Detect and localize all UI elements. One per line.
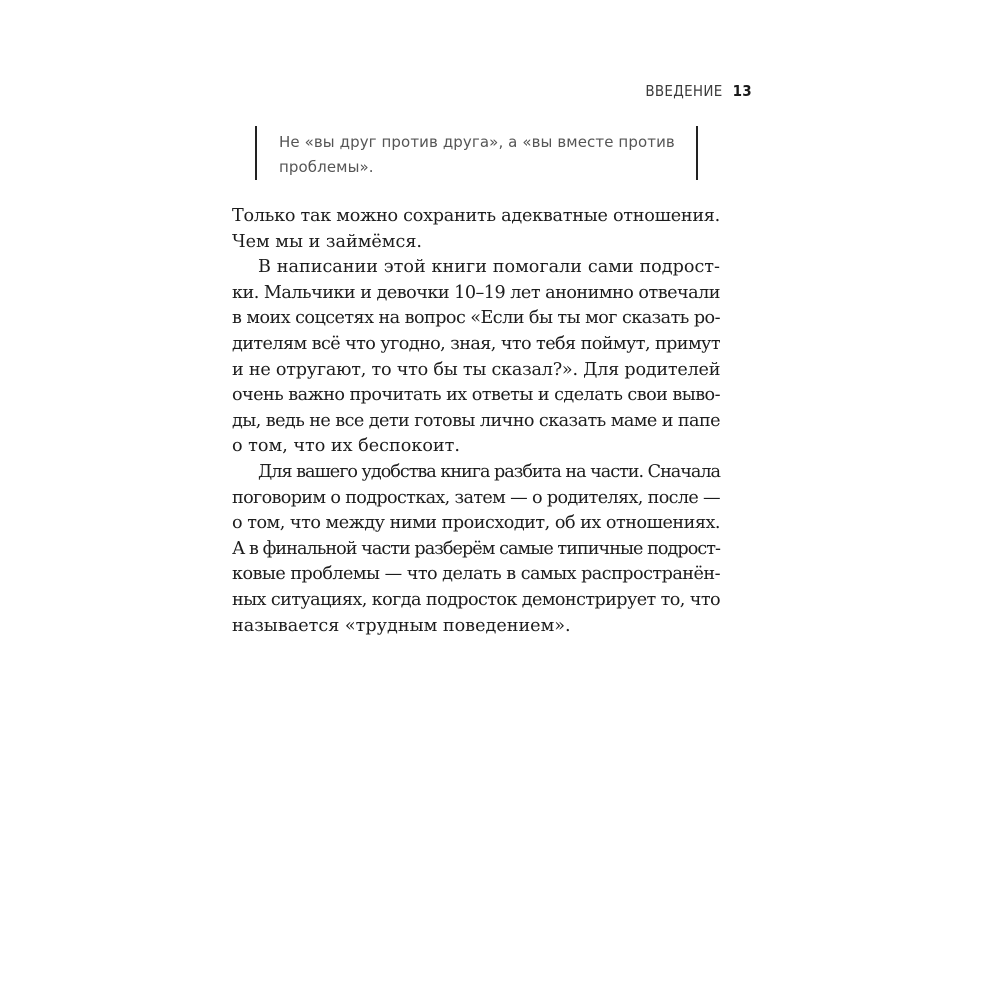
text-line: Для вашего удобства книга разбита на части. Сначала <box>258 461 720 482</box>
body-text <box>232 204 720 639</box>
text-line: ки. Мальчики и девочки 10–19 лет анонимно отвечали <box>232 282 720 303</box>
running-head <box>645 82 752 100</box>
text-line: ды, ведь не все дети готовы лично сказать маме и папе <box>232 410 720 431</box>
page-number: 13 <box>732 82 752 100</box>
text-line: Только так можно сохранить адекватные отношения. <box>232 206 720 226</box>
text-line: очень важно прочитать их ответы и сделать свои выво- <box>232 385 720 406</box>
pull-quote-line: проблемы». <box>279 158 374 176</box>
text-line: о том, что их беспокоит. <box>232 436 460 457</box>
paragraph <box>232 204 720 255</box>
text-line: называется «трудным поведением». <box>232 615 571 636</box>
text-line: ных ситуациях, когда подросток демонстрирует то, что <box>232 589 720 610</box>
text-line: дителям всё что угодно, зная, что тебя поймут, примут <box>232 333 720 354</box>
text-line: и не отругают, то что бы ты сказал?». Для родителей <box>232 359 721 380</box>
pull-quote-line: Не «вы друг против друга», а «вы вместе против <box>279 133 675 151</box>
text-line: ковые проблемы — что делать в самых распространён- <box>232 564 720 585</box>
text-line: в моих соцсетях на вопрос «Если бы ты мог сказать ро- <box>232 308 720 329</box>
text-line: В написании этой книги помогали сами подрост- <box>258 257 720 278</box>
paragraph <box>232 460 720 639</box>
text-line: о том, что между ними происходит, об их отношениях. <box>232 513 720 534</box>
text-line: А в финальной части разберём самые типичные подрост- <box>232 538 720 559</box>
text-line: поговорим о подростках, затем — о родителях, после — <box>232 487 721 508</box>
paragraph <box>232 255 720 460</box>
text-line: Чем мы и займёмся. <box>232 231 423 252</box>
section-title: ВВЕДЕНИЕ <box>645 82 723 100</box>
pull-quote <box>255 126 698 180</box>
